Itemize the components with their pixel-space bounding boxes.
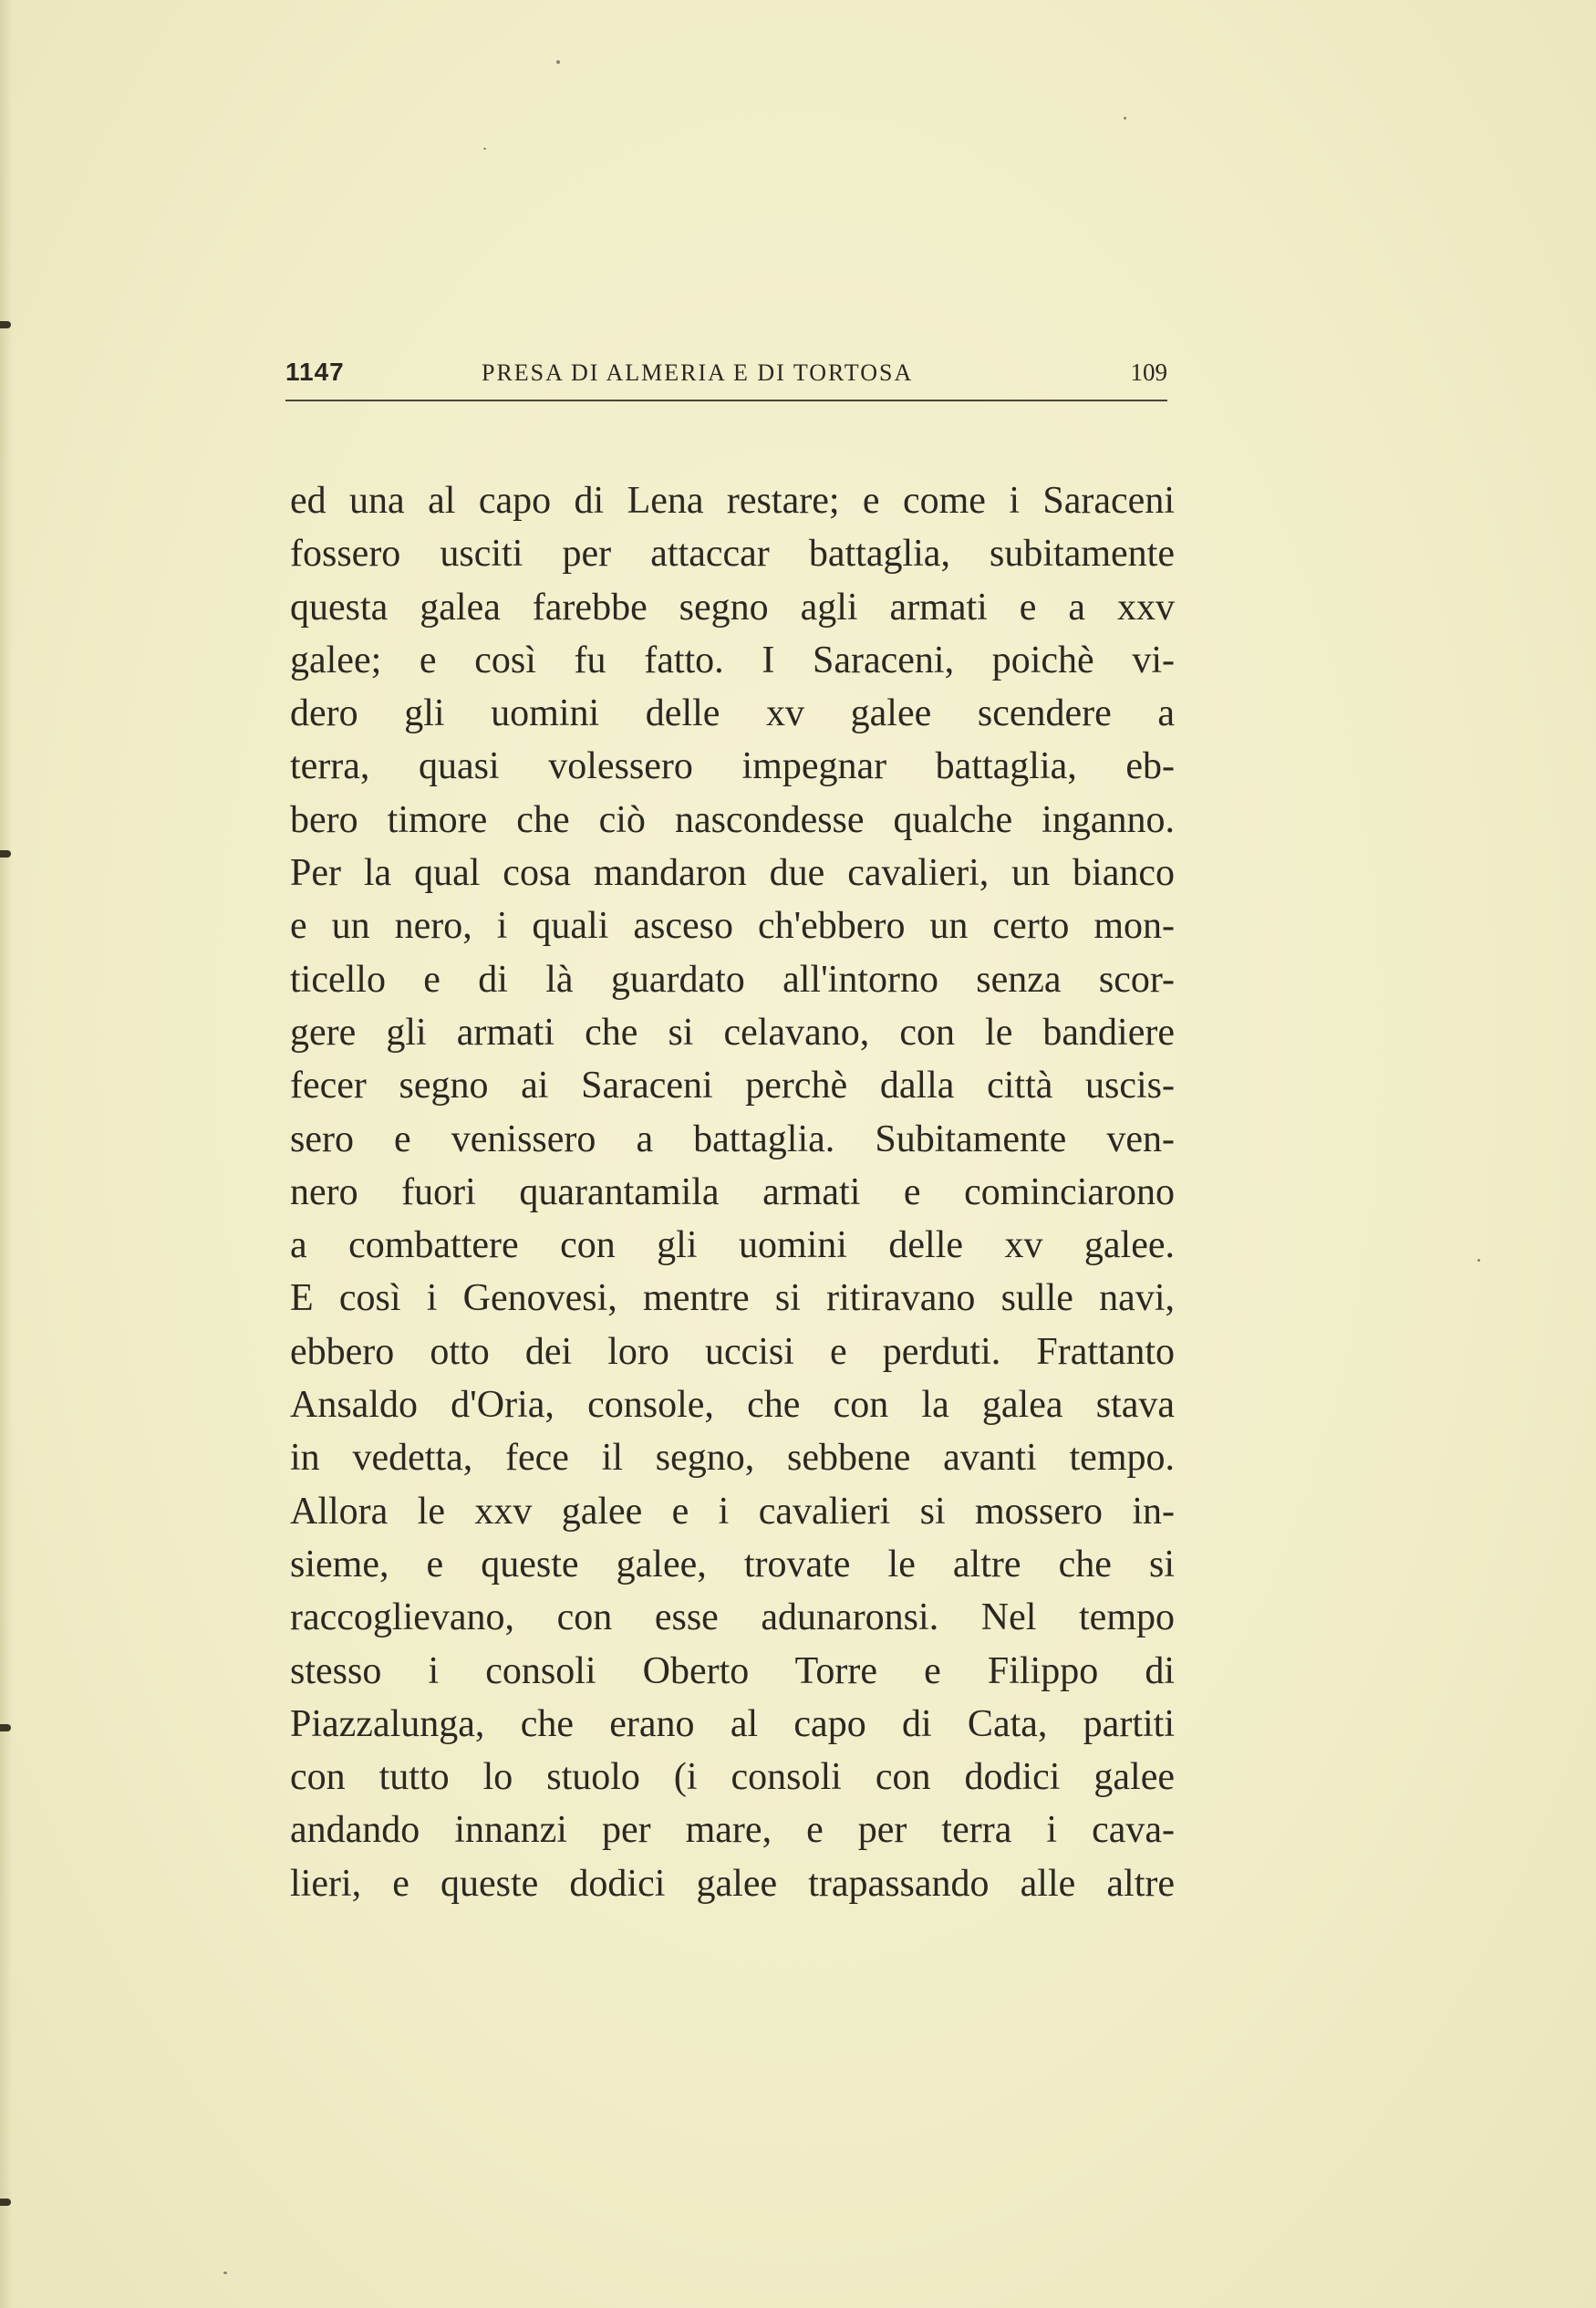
text-line: sero e venissero a battaglia. Subitamente ven- — [290, 1118, 1175, 1160]
text-line: e un nero, i quali asceso ch'ebbero un certo mon- — [290, 905, 1175, 948]
binding-thread-mark — [0, 850, 11, 858]
text-line: nero fuori quarantamila armati e cominciarono — [290, 1170, 1175, 1213]
text-line: Piazzalunga, che erano al capo di Cata, partiti — [290, 1702, 1175, 1745]
text-line: dero gli uomini delle xv galee scendere a — [290, 692, 1175, 735]
text-line: E così i Genovesi, mentre si ritiravano sulle navi, — [290, 1277, 1175, 1320]
text-line: Allora le xxv galee e i cavalieri si mossero in- — [290, 1490, 1175, 1533]
text-line: andando innanzi per mare, e per terra i cava- — [290, 1809, 1175, 1852]
text-line: Per la qual cosa mandaron due cavalieri, un bianco — [290, 852, 1175, 895]
binding-thread-mark — [0, 1724, 11, 1731]
text-line: con tutto lo stuolo (i consoli con dodici galee — [290, 1756, 1175, 1799]
text-line: lieri, e queste dodici galee trapassando alle altre — [290, 1862, 1175, 1905]
binding-thread-mark — [0, 2199, 11, 2206]
text-line: in vedetta, fece il segno, sebbene avanti tempo. — [290, 1437, 1175, 1480]
running-head — [285, 358, 1167, 394]
text-line: fecer segno ai Saraceni perchè dalla città uscis- — [290, 1065, 1175, 1107]
header-rule — [285, 400, 1167, 401]
body-text — [290, 474, 1175, 1910]
text-line: galee; e così fu fatto. I Saraceni, poichè vi- — [290, 639, 1175, 681]
text-line: bero timore che ciò nascondesse qualche inganno. — [290, 798, 1175, 841]
binding-thread-mark — [0, 321, 11, 328]
text-line: terra, quasi volessero impegnar battaglia, eb- — [290, 745, 1175, 788]
text-line: raccoglievano, con esse adunaronsi. Nel tempo — [290, 1596, 1175, 1639]
page-number: 109 — [1130, 359, 1167, 386]
page-edge-shadow — [0, 0, 13, 2308]
text-line: questa galea farebbe segno agli armati e a xxv — [290, 586, 1175, 629]
text-line: ed una al capo di Lena restare; e come i Saraceni — [290, 480, 1175, 522]
header-title: PRESA DI ALMERIA E DI TORTOSA — [482, 359, 914, 386]
text-line: stesso i consoli Oberto Torre e Filippo di — [290, 1649, 1175, 1692]
header-year: 1147 — [285, 358, 345, 386]
text-line: ticello e di là guardato all'intorno senza scor- — [290, 958, 1175, 1001]
text-line: ebbero otto dei loro uccisi e perduti. Frattanto — [290, 1330, 1175, 1373]
text-line: fossero usciti per attaccar battaglia, subitamente — [290, 533, 1175, 576]
text-line: Ansaldo d'Oria, console, che con la galea stava — [290, 1384, 1175, 1427]
text-line: a combattere con gli uomini delle xv galee. — [290, 1224, 1175, 1267]
text-line: sieme, e queste galee, trovate le altre che si — [290, 1543, 1175, 1585]
text-line: gere gli armati che si celavano, con le bandiere — [290, 1011, 1175, 1054]
